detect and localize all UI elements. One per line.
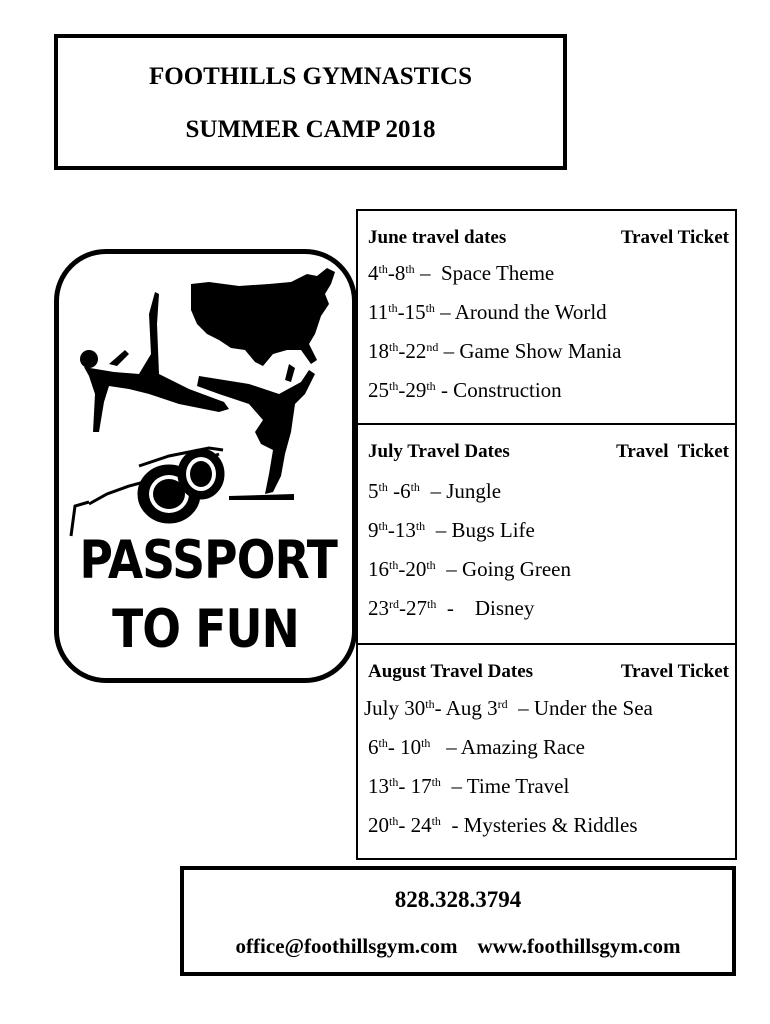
august-row: 6th- 10th – Amazing Race	[368, 735, 585, 759]
june-header	[368, 227, 729, 249]
passport-title-line-1: PASSPORT	[79, 530, 338, 591]
july-row: 16th-20th – Going Green	[368, 557, 571, 581]
july-section	[356, 423, 737, 645]
july-row: 23rd-27th - Disney	[368, 596, 535, 620]
august-header	[368, 661, 729, 683]
june-ticket-label: Travel Ticket	[620, 227, 729, 248]
june-row: 25th-29th - Construction	[368, 378, 562, 402]
june-heading: June travel dates	[368, 227, 507, 248]
june-row: 18th-22nd – Game Show Mania	[368, 339, 622, 363]
june-row: 11th-15th – Around the World	[368, 300, 607, 324]
august-row: 20th- 24th - Mysteries & Riddles	[368, 813, 638, 837]
june-section	[356, 209, 737, 425]
title-box	[54, 34, 567, 170]
contact-line	[184, 934, 732, 959]
sunglasses-icon	[71, 448, 223, 536]
contact-box	[180, 866, 736, 976]
title-line-2: SUMMER CAMP 2018	[185, 116, 436, 143]
july-ticket-label: Travel Ticket	[616, 441, 729, 462]
august-heading: August Travel Dates	[368, 661, 534, 682]
august-ticket-label: Travel Ticket	[620, 661, 729, 682]
august-section	[356, 643, 737, 860]
phone-number: 828.328.3794	[394, 887, 522, 912]
website-url: www.foothillsgym.com	[477, 934, 681, 958]
july-heading: July Travel Dates	[368, 441, 510, 462]
august-row: 13th- 17th – Time Travel	[368, 774, 570, 798]
email-address: office@foothillsgym.com	[235, 934, 458, 958]
june-row: 4th-8th – Space Theme	[368, 261, 555, 285]
july-row: 5th -6th – Jungle	[368, 479, 502, 503]
passport-panel	[54, 249, 357, 683]
usa-map-icon	[191, 268, 335, 366]
title-line-1: FOOTHILLS GYMNASTICS	[149, 63, 472, 90]
july-row: 9th-13th – Bugs Life	[368, 518, 535, 542]
august-row: July 30th- Aug 3rd – Under the Sea	[364, 696, 653, 720]
passport-title-line-2: TO FUN	[112, 599, 299, 660]
july-header	[368, 441, 729, 463]
